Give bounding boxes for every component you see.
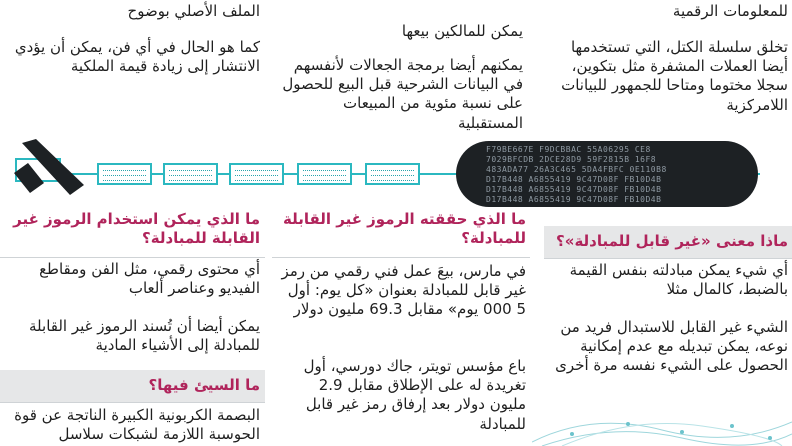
royalties-paragraph: يمكنهم أيضا برمجة الجعالات لأنفسهم في البيانات الشرحية قبل البيع للحصول على نسبة مئوية من المبيعات المستقبلية	[282, 56, 523, 132]
carbon-footprint-paragraph: البصمة الكربونية الكبيرة الناتجة عن قوة الحوسبة اللازمة لشبكات سلاسل	[14, 406, 260, 444]
chain-block	[365, 163, 420, 185]
hash-line: F79BE667E F9DCBBAC 55A06295 CE8	[486, 145, 651, 154]
hash-line: D17B448 A6855419 9C47D08F FB10D4B	[486, 195, 662, 204]
broken-block-icon	[14, 137, 86, 207]
nft-uses-heading: ما الذي يمكن استخدام الرموز غير القابلة للمبادلة؟	[13, 210, 260, 247]
hash-line: 483ADA77 26A3C465 5DA4FBFC 0E110B8	[486, 165, 667, 174]
left-top-line: الملف الأصلي بوضوح	[127, 2, 260, 20]
everydays-sale-paragraph: في مارس، بيعَ عمل فني رقمي من رمز غير قابل للمبادلة بعنوان «كل يوم: أول 5 000 يوم» مقابل 69.3 مليون دولار	[281, 262, 526, 319]
chain-block	[297, 163, 352, 185]
rule-middle	[272, 257, 530, 258]
digital-content-paragraph: أي محتوى رقمي، مثل الفن ومقاطع الفيديو وعناصر ألعاب	[39, 260, 260, 298]
rule-left-2	[0, 402, 265, 403]
circulation-paragraph: كما هو الحال في أي فن، يمكن أن يؤدي الانتشار إلى زيادة قيمة الملكية	[14, 38, 260, 76]
hash-line: D17B448 A6855419 9C47D08F FB10D4B	[486, 185, 662, 194]
nft-achievements-heading: ما الذي حققته الرموز غير القابلة للمبادلة؟	[282, 210, 526, 247]
right-top-line: للمعلومات الرقمية	[672, 2, 788, 20]
rule-right	[544, 258, 792, 259]
hash-line: 7029BFCDB 2DCE28D9 59F2815B 16F8	[486, 155, 657, 164]
fungible-definition: أي شيء يمكن مبادلته بنفس القيمة بالضبط، كالمال مثلا	[569, 261, 788, 299]
hash-line: D17B448 A6855419 9C47D08F FB10D4B	[486, 175, 662, 184]
owners-can-sell: يمكن للمالكين بيعها	[401, 22, 523, 40]
chain-block	[97, 163, 152, 185]
nonfungible-definition: الشيء غير القابل للاستبدال فريد من نوعه، يمكن تبديله مع عدم إمكانية الحصول على الشيء نفسه مرة أخرى	[555, 318, 788, 375]
dorsey-tweet-paragraph: باع مؤسس تويتر، جاك دورسي، أول تغريدة له على الإطلاق مقابل 2.9 مليون دولار بعد إرفاق رمز غير قابل للمبادلة	[303, 357, 526, 433]
rule-left-1	[0, 257, 265, 258]
hash-capsule	[456, 141, 758, 207]
what-nonfungible-heading: ماذا معنى «غير قابل للمبادلة»؟	[556, 232, 788, 250]
blockchain-illustration	[0, 133, 792, 213]
physical-objects-paragraph: يمكن أيضا أن تُسند الرموز غير القابلة للمبادلة إلى الأشياء المادية	[29, 317, 260, 355]
blockchain-paragraph: تخلق سلسلة الكتل، التي تستخدمها أيضا العملات المشفرة مثل بتكوين، سجلا مختوما ومتاحا للجمهور للبيانات اللامركزية	[561, 38, 788, 114]
network-graphic	[532, 412, 792, 446]
whats-bad-heading: ما السيئ فيها؟	[148, 376, 260, 394]
chain-block	[163, 163, 218, 185]
chain-block	[229, 163, 284, 185]
